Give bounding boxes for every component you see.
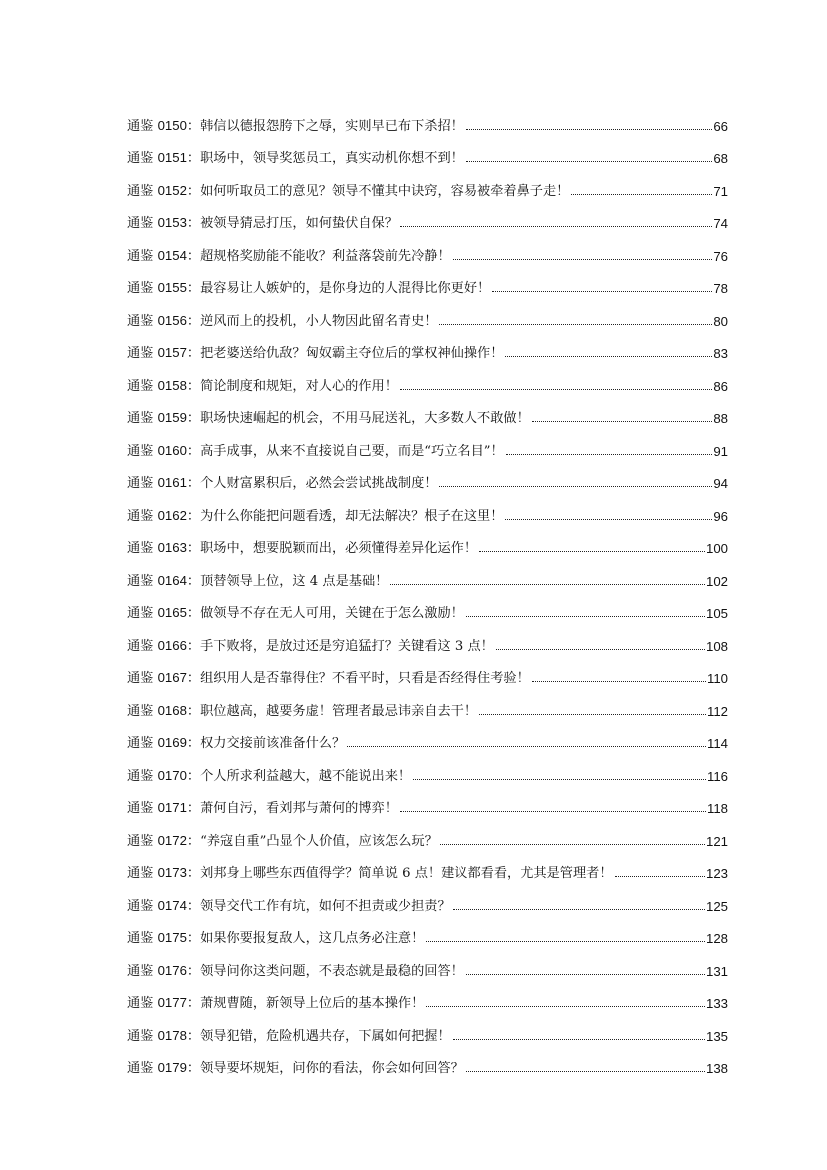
toc-entry[interactable] [127,784,728,817]
toc-entry-title [127,342,503,361]
toc-entry[interactable] [127,361,728,394]
toc-entry-number: 0169 [157,735,187,750]
toc-entry-text: ：职场中，领导奖惩员工，真实动机你想不到！ [186,151,464,166]
toc-entry-text: ：萧规曹随，新领导上位后的基本操作！ [186,996,425,1011]
toc-page-number: 76 [713,248,728,264]
toc-entry-prefix: 通鉴 [127,411,158,426]
toc-entry[interactable] [127,134,728,167]
toc-entry-prefix: 通鉴 [127,151,158,166]
toc-dot-leader [453,259,713,260]
toc-entry-prefix: 通鉴 [127,638,158,654]
table-of-contents [127,101,728,1076]
toc-entry[interactable] [127,1044,728,1077]
toc-entry-number: 0165 [157,605,187,620]
toc-entry-title [127,505,503,524]
toc-entry-title [127,765,411,784]
toc-entry-prefix: 通鉴 [127,703,158,719]
toc-entry-title [127,992,424,1011]
toc-entry-prefix: 通鉴 [127,931,158,946]
toc-entry-title [127,115,464,134]
toc-entry[interactable] [127,231,728,264]
toc-entry-number: 0177 [157,995,187,1010]
toc-entry-title [127,277,490,296]
toc-entry-title [127,440,504,459]
toc-entry[interactable] [127,621,728,654]
toc-entry[interactable] [127,264,728,297]
toc-entry-text: ：个人财富累积后，必然会尝试挑战制度！ [186,476,438,491]
toc-page-number: 88 [713,411,728,426]
toc-entry-text: ：职场中，想要脱颖而出，必须懂得差异化运作！ [186,541,478,556]
toc-entry-text: ：萧何自污，看刘邦与萧何的博弈！ [186,801,398,816]
toc-dot-leader [400,226,712,227]
toc-dot-leader [466,1071,705,1072]
toc-entry-title [127,732,345,751]
toc-dot-leader [466,129,712,130]
toc-entry-title [127,927,424,946]
toc-entry-number: 0157 [157,345,187,360]
toc-entry-prefix: 通鉴 [127,378,158,394]
toc-dot-leader [400,811,706,812]
toc-entry[interactable] [127,166,728,199]
toc-entry-title [127,797,398,816]
toc-entry[interactable] [127,979,728,1012]
toc-entry-number: 0162 [157,507,187,523]
toc-dot-leader [532,681,706,682]
toc-entry-text: ：领导问你这类问题，不表态就是最稳的回答！ [186,963,464,979]
toc-entry-prefix: 通鉴 [127,1028,158,1044]
toc-entry-text: ：权力交接前该准备什么？ [186,736,346,751]
toc-entry-title [127,667,530,686]
toc-entry-prefix: 通鉴 [127,898,158,914]
toc-dot-leader [347,746,706,747]
toc-entry-title [127,212,398,231]
toc-entry-number: 0170 [157,767,187,783]
toc-entry-number: 0174 [157,897,187,913]
toc-entry-title [127,895,451,914]
toc-dot-leader [496,649,705,650]
toc-entry-text: ：如果你要报复敌人，这几点务必注意！ [186,931,425,946]
toc-entry-text: ：韩信以德报怨胯下之辱，实则早已布下杀招！ [186,118,464,134]
toc-entry-prefix: 通鉴 [127,866,158,881]
toc-entry[interactable] [127,101,728,134]
toc-entry-title [127,570,388,589]
toc-page-number: 80 [713,313,728,329]
toc-page-number: 100 [705,541,728,556]
toc-entry-prefix: 通鉴 [127,963,158,979]
toc-entry-prefix: 通鉴 [127,313,158,329]
toc-dot-leader [615,876,705,877]
toc-entry-text: ：高手成事，从来不直接说自己要，而是“巧立名目”！ [186,443,504,459]
toc-dot-leader [479,551,705,552]
toc-entry[interactable] [127,946,728,979]
toc-page-number: 121 [705,833,728,849]
toc-entry-prefix: 通鉴 [127,281,158,296]
toc-page-number: 133 [705,996,728,1011]
toc-entry-title [127,472,437,491]
toc-dot-leader [466,616,705,617]
toc-page-number: 123 [705,866,728,881]
toc-entry-title [127,700,477,719]
toc-entry[interactable] [127,654,728,687]
toc-entry-number: 0173 [157,865,187,880]
toc-entry-number: 0172 [157,832,187,848]
toc-entry[interactable] [127,329,728,362]
toc-page-number: 83 [713,346,728,361]
toc-page-number: 118 [706,801,728,816]
toc-entry-text: ：职场快速崛起的机会，不用马屁送礼，大多数人不敢做！ [186,411,530,426]
toc-entry-prefix: 通鉴 [127,801,158,816]
toc-dot-leader [400,389,712,390]
toc-page-number: 112 [706,703,728,719]
toc-entry[interactable] [127,394,728,427]
toc-entry-text: ：做领导不存在无人可用，关键在于怎么激励！ [186,606,464,621]
toc-dot-leader [453,1039,705,1040]
toc-entry-text: ：领导犯错，危险机遇共存，下属如何把握！ [186,1028,451,1044]
toc-entry-title [127,180,569,199]
toc-page-number: 105 [705,606,728,621]
toc-entry-text: ：顶替领导上位，这 4 点是基础！ [186,573,389,589]
toc-dot-leader [492,291,712,292]
toc-entry-number: 0166 [157,637,187,653]
toc-entry-number: 0161 [157,475,187,490]
toc-entry-prefix: 通鉴 [127,183,158,199]
toc-page-number: 131 [705,963,728,979]
toc-entry-prefix: 通鉴 [127,476,158,491]
toc-entry-prefix: 通鉴 [127,833,158,849]
toc-page-number: 94 [713,476,728,491]
toc-entry-number: 0163 [157,540,187,555]
toc-entry-text: ：领导要坏规矩，问你的看法，你会如何回答？ [186,1061,464,1076]
toc-entry-title [127,407,530,426]
toc-page-number: 138 [705,1061,728,1076]
toc-entry[interactable] [127,719,728,752]
toc-entry-title [127,960,464,979]
toc-dot-leader [466,161,712,162]
toc-entry-number: 0154 [157,247,187,263]
toc-entry[interactable] [127,491,728,524]
toc-entry-number: 0175 [157,930,187,945]
toc-entry-prefix: 通鉴 [127,508,158,524]
toc-entry-prefix: 通鉴 [127,346,158,361]
toc-entry-text: ：逆风而上的投机，小人物因此留名青史！ [186,313,438,329]
toc-entry[interactable] [127,459,728,492]
toc-dot-leader [439,486,712,487]
toc-entry-prefix: 通鉴 [127,573,158,589]
toc-entry-title [127,602,464,621]
toc-entry-title [127,310,437,329]
toc-dot-leader [439,324,712,325]
toc-page-number: 110 [706,671,728,686]
toc-page-number: 114 [706,736,728,751]
toc-entry-number: 0152 [157,182,187,198]
toc-page-number: 71 [713,183,728,199]
toc-dot-leader [440,844,705,845]
toc-entry-title [127,862,613,881]
toc-entry-text: ：如何听取员工的意见？领导不懂其中诀窍，容易被牵着鼻子走！ [186,183,570,199]
toc-entry-text: ：手下败将，是放过还是穷追猛打？关键看这 3 点！ [186,638,494,654]
toc-entry-text: ：被领导猜忌打压，如何蛰伏自保？ [186,216,398,231]
toc-page-number: 91 [713,443,728,459]
toc-entry-prefix: 通鉴 [127,443,158,459]
toc-dot-leader [506,454,713,455]
toc-entry-prefix: 通鉴 [127,736,158,751]
toc-entry-text: ：最容易让人嫉妒的，是你身边的人混得比你更好！ [186,281,491,296]
toc-entry-text: ：组织用人是否靠得住？不看平时，只看是否经得住考验！ [186,671,530,686]
toc-entry[interactable] [127,296,728,329]
toc-entry[interactable] [127,686,728,719]
toc-entry-title [127,1025,451,1044]
toc-entry[interactable] [127,881,728,914]
toc-page-number: 128 [705,931,728,946]
toc-entry-number: 0176 [157,962,187,978]
toc-entry-text: ：把老婆送给仇敌？匈奴霸主夺位后的掌权神仙操作！ [186,346,504,361]
toc-dot-leader [453,909,705,910]
toc-entry[interactable] [127,751,728,784]
toc-entry-prefix: 通鉴 [127,768,158,784]
toc-entry[interactable] [127,816,728,849]
toc-entry-number: 0158 [157,377,187,393]
toc-dot-leader [505,519,712,520]
toc-entry-number: 0156 [157,312,187,328]
toc-entry-number: 0159 [157,410,187,425]
toc-dot-leader [505,356,712,357]
toc-dot-leader [390,584,705,585]
toc-entry[interactable] [127,589,728,622]
toc-entry-prefix: 通鉴 [127,1061,158,1076]
toc-entry-title [127,635,494,654]
toc-page-number: 68 [713,151,728,166]
toc-entry-title [127,537,477,556]
toc-page-number: 102 [705,573,728,589]
toc-dot-leader [571,194,712,195]
toc-entry-number: 0155 [157,280,187,295]
toc-page-number: 116 [706,768,728,784]
toc-page-number: 86 [713,378,728,394]
toc-entry-number: 0171 [157,800,187,815]
toc-entry-prefix: 通鉴 [127,996,158,1011]
toc-entry[interactable] [127,849,728,882]
toc-dot-leader [466,974,705,975]
toc-entry-prefix: 通鉴 [127,216,158,231]
toc-dot-leader [479,714,706,715]
toc-entry[interactable] [127,914,728,947]
toc-entry-prefix: 通鉴 [127,118,158,134]
toc-entry-number: 0160 [157,442,187,458]
toc-dot-leader [426,941,705,942]
toc-entry[interactable] [127,199,728,232]
toc-page-number: 125 [705,898,728,914]
toc-page-number: 96 [713,508,728,524]
toc-dot-leader [413,779,706,780]
toc-entry[interactable] [127,1011,728,1044]
toc-entry-number: 0151 [157,150,187,165]
toc-entry-title [127,147,464,166]
toc-entry-number: 0168 [157,702,187,718]
toc-page-number: 78 [713,281,728,296]
toc-entry-number: 0178 [157,1027,187,1043]
toc-entry-text: ：职位越高，越要务虚！管理者最忌讳亲自去干！ [186,703,478,719]
toc-entry-title [127,375,398,394]
toc-entry-text: ：超规格奖励能不能收？利益落袋前先冷静！ [186,248,451,264]
toc-page-number: 108 [705,638,728,654]
toc-entry-text: ：“养寇自重”凸显个人价值，应该怎么玩？ [186,833,438,849]
toc-page-number: 66 [713,118,728,134]
toc-entry-number: 0167 [157,670,187,685]
toc-page-number: 74 [713,216,728,231]
toc-entry-number: 0179 [157,1060,187,1075]
toc-entry-text: ：简论制度和规矩，对人心的作用！ [186,378,398,394]
toc-entry[interactable] [127,426,728,459]
toc-entry-prefix: 通鉴 [127,671,158,686]
toc-entry[interactable] [127,524,728,557]
toc-entry-prefix: 通鉴 [127,606,158,621]
toc-entry-title [127,1057,464,1076]
toc-dot-leader [532,421,713,422]
toc-entry-number: 0164 [157,572,187,588]
toc-entry-title [127,245,451,264]
toc-entry-text: ：领导交代工作有坑，如何不担责或少担责？ [186,898,451,914]
toc-entry-number: 0150 [157,117,187,133]
toc-dot-leader [426,1006,705,1007]
toc-entry-title [127,830,438,849]
toc-entry[interactable] [127,556,728,589]
toc-entry-prefix: 通鉴 [127,248,158,264]
toc-entry-number: 0153 [157,215,187,230]
toc-entry-text: ：刘邦身上哪些东西值得学？简单说 6 点！建议都看看，尤其是管理者！ [186,866,613,881]
toc-entry-prefix: 通鉴 [127,541,158,556]
toc-page-number: 135 [705,1028,728,1044]
toc-entry-text: ：为什么你能把问题看透，却无法解决？根子在这里！ [186,508,504,524]
toc-entry-text: ：个人所求利益越大，越不能说出来！ [186,768,412,784]
